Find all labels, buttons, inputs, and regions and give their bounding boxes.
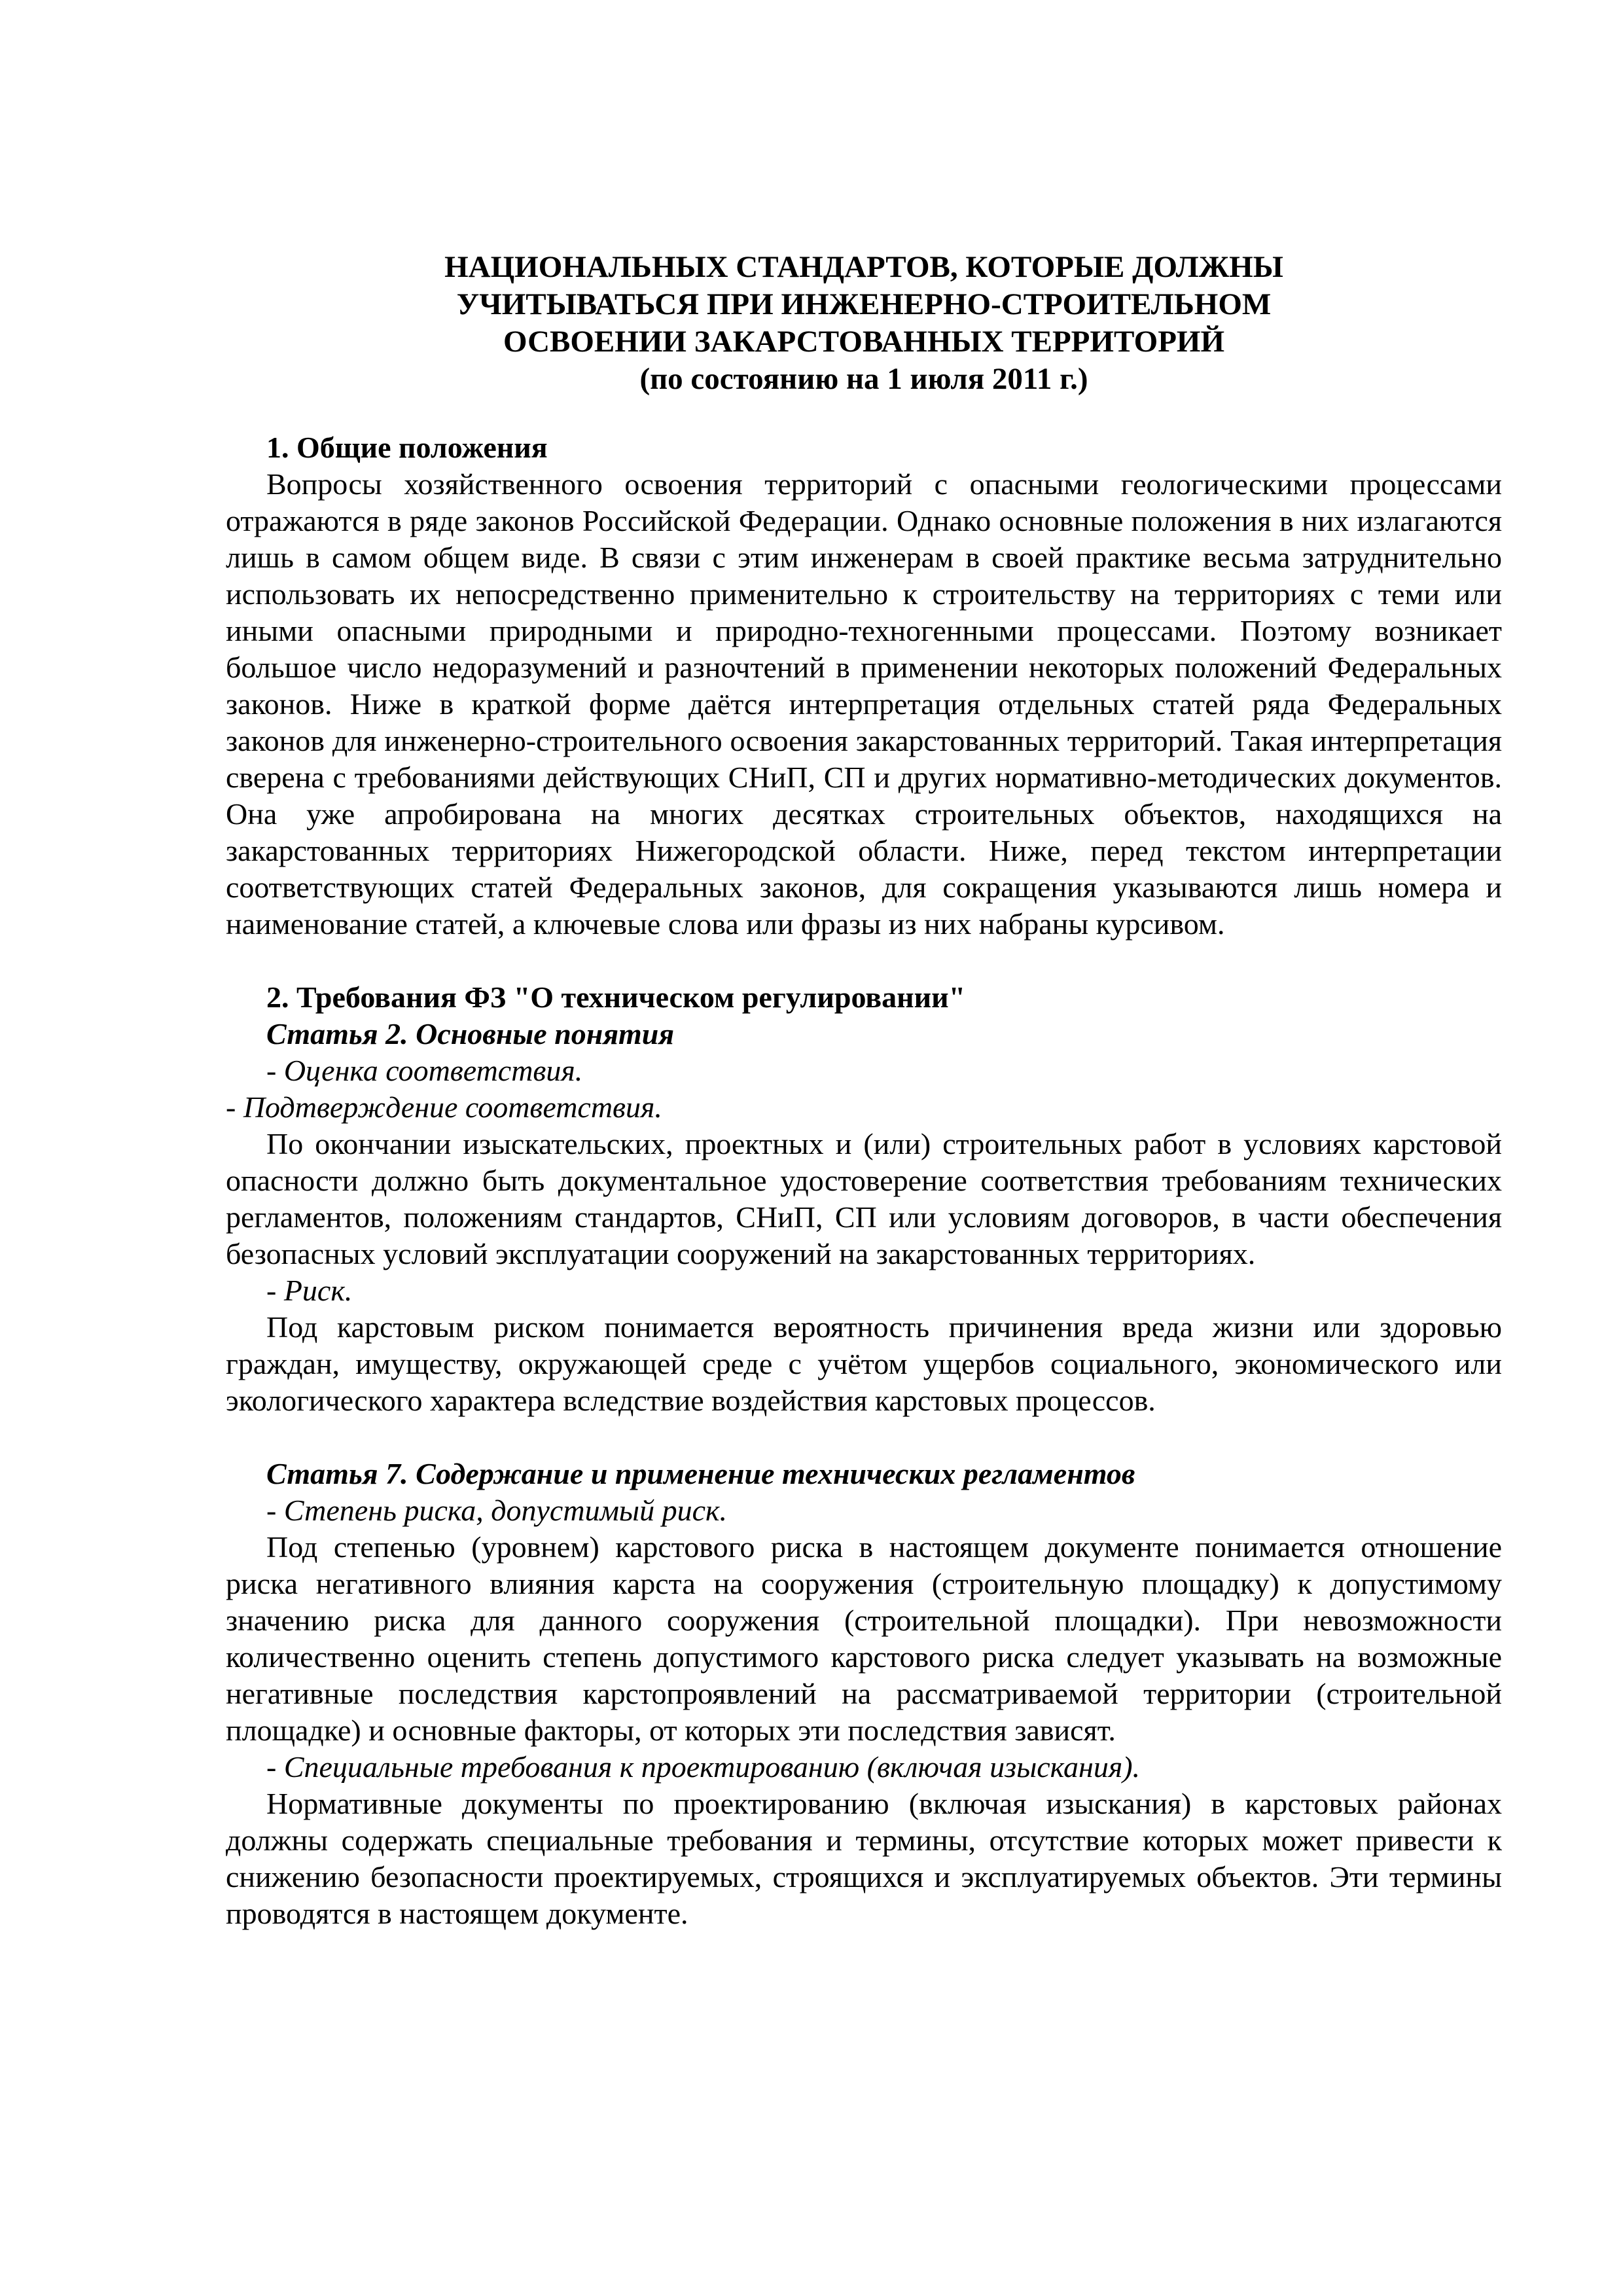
article-7-term-risk-degree: - Степень риска, допустимый риск. [266, 1494, 728, 1527]
article-2-term-assessment: - Оценка соответствия. [266, 1054, 583, 1087]
document-title [226, 249, 1502, 398]
title-line-1: НАЦИОНАЛЬНЫХ СТАНДАРТОВ, КОТОРЫЕ ДОЛЖНЫ [444, 250, 1283, 284]
section-2-heading: 2. Требования ФЗ "О техническом регулировании" [266, 980, 966, 1014]
article-2-title: Статья 2. Основные понятия [266, 1017, 675, 1050]
spacer [226, 942, 1502, 979]
document-page [226, 249, 1502, 1932]
article-7-paragraph-1: Под степенью (уровнем) карстового риска в настоящем документе понимается отношение риска негативного влияния карста на сооружения (строительную площадку) к допустимому значению риска для данного сооружения (строительной площадки). При невозможности количественно оценить степень допустимого карстового риска следует указывать на возможные негативные последствия карстопроявлений на рассматриваемой территории (строительной площадке) и основные факторы, от которых эти последствия зависят. [226, 1530, 1502, 1747]
article-7-paragraph-2: Нормативные документы по проектированию (включая изыскания) в карстовых районах должны содержать специальные требования и термины, отсутствие которых может привести к снижению безопасности проектируемых, строящихся и эксплуатируемых объектов. Эти термины проводятся в настоящем документе. [226, 1787, 1502, 1930]
article-2-term-confirmation: - Подтверждение соответствия. [226, 1090, 662, 1124]
section-1-heading: 1. Общие положения [266, 431, 548, 464]
section-1-paragraph: Вопросы хозяйственного освоения территорий с опасными геологическими процессами отражаются в ряде законов Российской Федерации. Однако основные положения в них излагаются лишь в самом общем виде. В связи с этим инженерам в своей практике весьма затруднительно использовать их непосредственно применительно к строительству на территориях с теми или иными опасными природными и природно-техногенными процессами. Поэтому возникает большое число недоразумений и разночтений в применении некоторых положений Федеральных законов. Ниже в краткой форме даётся интерпретация отдельных статей ряда Федеральных законов для инженерно-строительного освоения закарстованных территорий. Такая интерпретация сверена с требованиями действующих СНиП, СП и других нормативно-методических документов. Она уже апробирована на многих десятках строительных объектов, находящихся на закарстованных территориях Нижегородской области. Ниже, перед текстом интерпретации соответствующих статей Федеральных законов, для сокращения указываются лишь номера и наименование статей, а ключевые слова или фразы из них набраны курсивом. [226, 467, 1502, 941]
article-7-term-special-requirements: - Специальные требования к проектированию (включая изыскания). [266, 1750, 1141, 1784]
article-2-paragraph-1: По окончании изыскательских, проектных и (или) строительных работ в условиях карстовой опасности должно быть документальное удостоверение соответствия требованиям технических регламентов, положениям стандартов, СНиП, СП или условиям договоров, в части обеспечения безопасных условий эксплуатации сооружений на закарстованных территориях. [226, 1127, 1502, 1270]
article-2-paragraph-2: Под карстовым риском понимается вероятность причинения вреда жизни или здоровью граждан, имуществу, окружающей среде с учётом ущербов социального, экономического или экологического характера вследствие воздействия карстовых процессов. [226, 1310, 1502, 1417]
article-7-title: Статья 7. Содержание и применение технических регламентов [266, 1457, 1135, 1490]
spacer [226, 1419, 1502, 1456]
spacer [226, 398, 1502, 429]
title-line-2: УЧИТЫВАТЬСЯ ПРИ ИНЖЕНЕРНО-СТРОИТЕЛЬНОМ [456, 287, 1272, 321]
title-subtitle: (по состоянию на 1 июля 2011 г.) [639, 362, 1088, 396]
article-2-term-risk: - Риск. [266, 1274, 353, 1307]
title-line-3: ОСВОЕНИИ ЗАКАРСТОВАННЫХ ТЕРРИТОРИЙ [503, 325, 1225, 359]
